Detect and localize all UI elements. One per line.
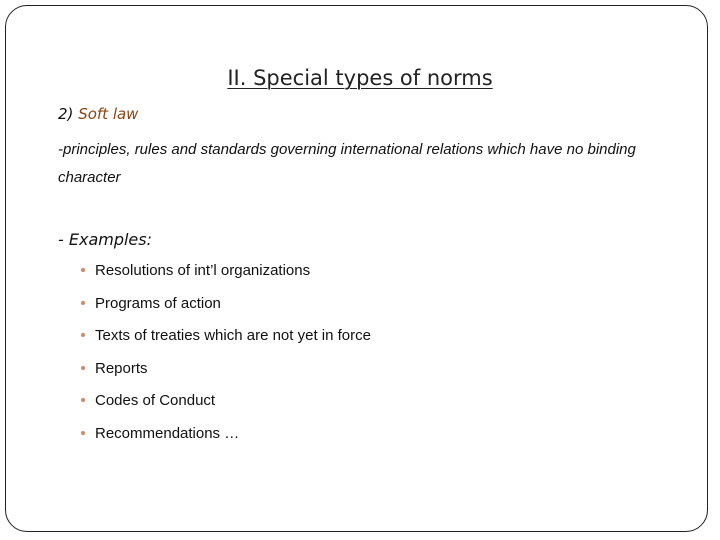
bullet-icon xyxy=(81,431,85,435)
section-number: 2) xyxy=(58,105,74,123)
list-item-text: Codes of Conduct xyxy=(95,392,216,409)
examples-list xyxy=(78,262,371,457)
list-item xyxy=(78,425,371,458)
bullet-icon xyxy=(81,333,85,337)
section-heading xyxy=(58,105,138,123)
bullet-icon xyxy=(81,301,85,305)
list-item xyxy=(78,360,371,393)
list-item-text: Texts of treaties which are not yet in force xyxy=(95,327,371,344)
slide-title-text: II. Special types of norms xyxy=(227,66,493,90)
list-item-text: Programs of action xyxy=(95,294,221,312)
list-item-text: Recommendations … xyxy=(95,424,240,442)
list-item-text: Resolutions of int’l organizations xyxy=(95,262,311,279)
list-item xyxy=(78,392,371,425)
bullet-icon xyxy=(81,366,85,370)
section-term: Soft law xyxy=(78,105,139,123)
list-item xyxy=(78,327,371,360)
bullet-icon xyxy=(81,268,85,272)
slide-title xyxy=(0,66,720,90)
definition-text: -principles, rules and standards governing international relations which have no binding character xyxy=(58,141,636,186)
list-item-text: Reports xyxy=(95,359,148,377)
bullet-icon xyxy=(81,398,85,402)
list-item xyxy=(78,262,371,295)
examples-heading: - Examples: xyxy=(58,230,152,249)
list-item xyxy=(78,295,371,328)
